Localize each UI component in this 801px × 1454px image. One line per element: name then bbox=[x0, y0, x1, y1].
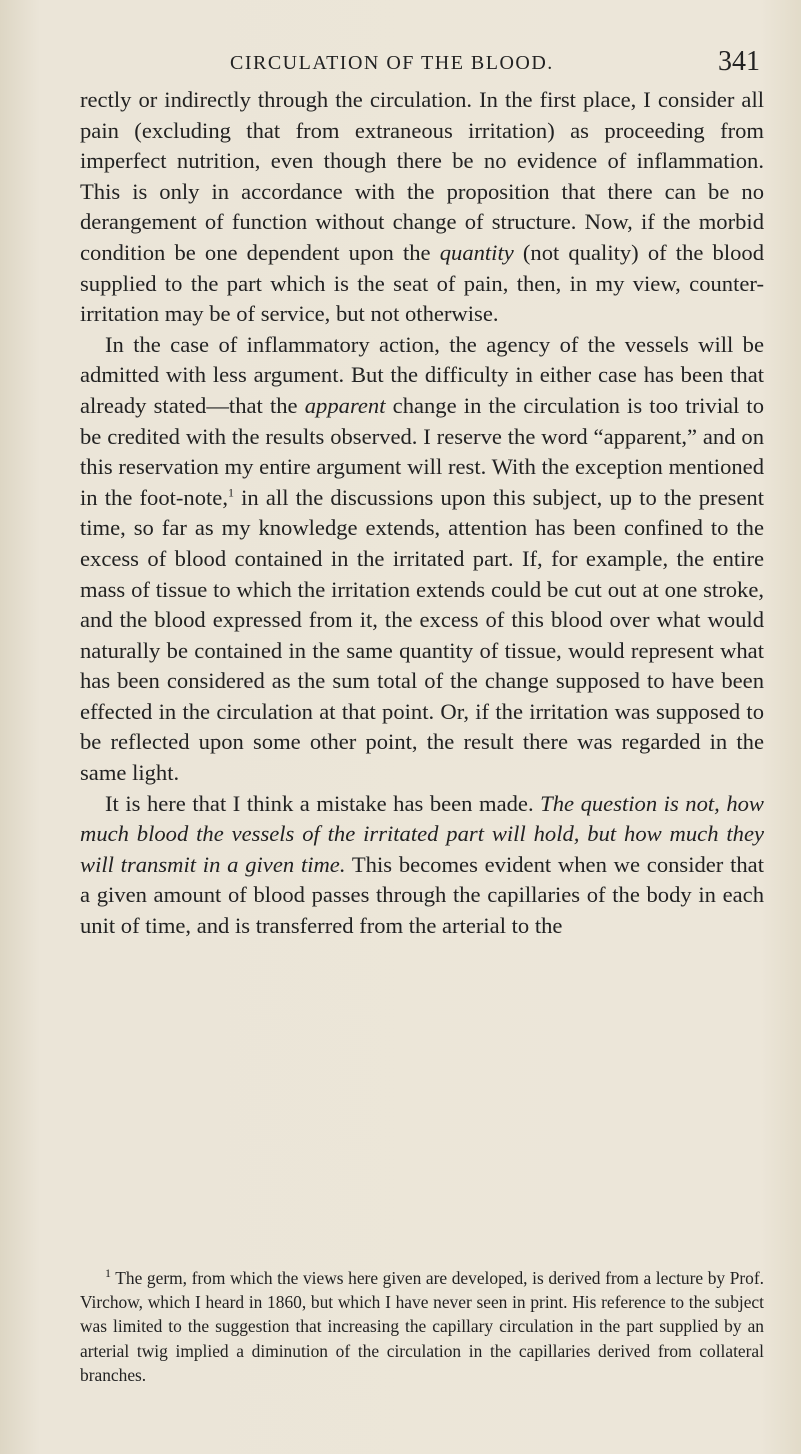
text-run: in all the discussions upon this subject, up to the present time, so far as my knowledge extends, attention has been confined to the excess of blood contained in the irritated part. If, for example, the entire mass of tissue to which the irritation extends could be cut out at one stroke, and the blood expressed from it, the excess of this blood over what would naturally be contained in the same quantity of tissue, would represent what has been considered as the sum total of the change supposed to have been effected in the circulation at that point. Or, if the irritation was supposed to be reflected upon some other point, the result there was regarded in the same light. bbox=[80, 484, 764, 786]
text-run: (not quality) of the blood supplied to the part which is the seat of pain, then, in my view, counter-irritation may be of service, but not otherwise. bbox=[80, 239, 764, 327]
italic-text: apparent bbox=[304, 392, 386, 418]
italic-text: The question is not, how much blood the vessels of the irritated part will hold, but how much they will transmit in a given time. bbox=[80, 790, 764, 877]
text-run: rectly or indirectly through the circulation. In the first place, I consider all pain (excluding that from extraneous irritation) as proceeding from imperfect nutrition, even though there be no evidence of inflammation. This is only in accordance with the proposition that there can be no derangement of function without change of structure. Now, if the morbid condition be one dependent upon the bbox=[80, 87, 764, 265]
footnote-text: The germ, from which the views here given are developed, is derived from a lecture by Prof. Virchow, which I heard in 1860, but which I have never seen in print. His reference to the subject was limited to the suggestion that increasing the capillary circulation in the part supplied by an arterial twig implied a diminution of the circulation in the capillaries derived from collateral branches. bbox=[80, 1268, 764, 1385]
text-run: In the case of inflammatory action, the agency of the vessels will be admitted with less argument. But the difficulty in either case has been that already stated—that the bbox=[80, 331, 764, 418]
paragraph bbox=[80, 330, 764, 789]
footnote bbox=[80, 1266, 764, 1387]
page-header bbox=[80, 46, 760, 86]
page-number: 341 bbox=[718, 46, 760, 77]
paragraph bbox=[80, 85, 764, 330]
italic-text: quantity bbox=[439, 239, 514, 265]
footnote-reference: 1 bbox=[227, 485, 234, 500]
footnote-marker: 1 bbox=[105, 1266, 111, 1281]
text-run: It is here that I think a mistake has been made. bbox=[105, 790, 541, 816]
text-run: This becomes evident when we consider that a given amount of blood passes through the capillaries of the body in each unit of time, and is transferred from the arterial to the bbox=[80, 851, 764, 939]
running-head: CIRCULATION OF THE BLOOD. bbox=[230, 52, 554, 74]
body-text bbox=[80, 85, 764, 942]
text-run: change in the circulation is too trivial to be credited with the results observed. I reserve the word “apparent,” and on this reservation my entire argument will rest. With the exception mentioned in the foot-note, bbox=[80, 392, 765, 510]
paragraph bbox=[80, 789, 764, 942]
